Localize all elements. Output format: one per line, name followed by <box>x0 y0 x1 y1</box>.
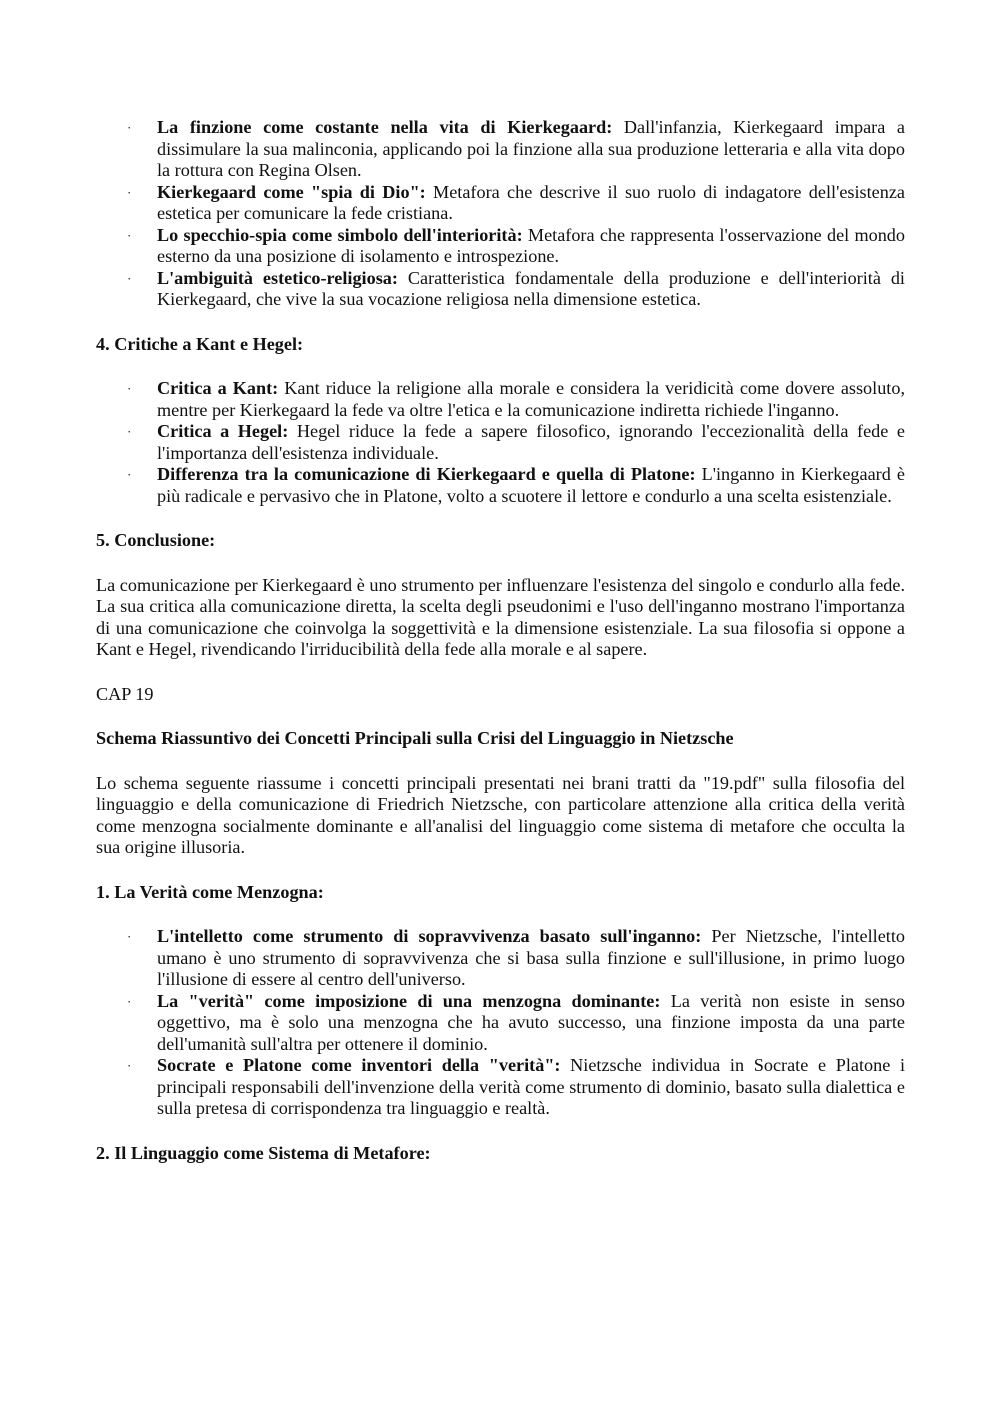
list-item <box>96 464 905 507</box>
list-item <box>96 117 905 182</box>
list-item <box>96 926 905 991</box>
item-text: Caratteristica fondamentale della produzione e dell'interiorità di Kierkegaard, che vive la sua vocazione religiosa nella dimensione estetica. <box>157 267 905 309</box>
bullet-icon: · <box>127 227 132 243</box>
bullet-icon: · <box>127 381 132 396</box>
list-item <box>96 182 905 225</box>
item-term: La "verità" come imposizione di una menzogna dominante: <box>157 990 661 1011</box>
bullet-icon: · <box>127 1058 132 1073</box>
item-term: Kierkegaard come "spia di Dio": <box>157 181 426 202</box>
item-term: Critica a Hegel: <box>157 421 289 441</box>
bullet-icon: · <box>127 467 132 482</box>
bullet-icon: · <box>127 993 132 1009</box>
bullet-icon: · <box>127 270 132 286</box>
item-text: Metafora che descrive il suo ruolo di indagatore dell'esistenza estetica per comunicare la fede cristiana. <box>157 181 905 223</box>
item-text: L'inganno in Kierkegaard è più radicale e pervasivo che in Platone, volto a scuotere il lettore e condurlo a una scelta esistenziale. <box>157 464 906 506</box>
item-text: Hegel riduce la fede a sapere filosofico, ignorando l'eccezionalità della fede e l'importanza dell'esistenza individuale. <box>157 421 906 463</box>
item-text: Nietzsche individua in Socrate e Platone i principali responsabili dell'invenzione della verità come strumento di dominio, basato sulla dialettica e sulla pretesa di corrispondenza tra linguaggio e realtà. <box>157 1055 905 1118</box>
item-text: Dall'infanzia, Kierkegaard impara a dissimulare la sua malinconia, applicando poi la finzione alla sua produzione letteraria e alla vita dopo la rottura con Regina Olsen. <box>157 117 905 180</box>
item-text: Metafora che rappresenta l'osservazione del mondo esterno da una posizione di isolamento e introspezione. <box>157 224 905 266</box>
item-text: Per Nietzsche, l'intelletto umano è uno strumento di sopravvivenza che si basa sulla finzione e sull'illusione, in primo luogo l'illusione di essere al centro dell'universo. <box>157 926 905 989</box>
list-item <box>96 1055 905 1120</box>
item-term: L'ambiguità estetico-religiosa: <box>157 267 398 288</box>
schema-title: Schema Riassuntivo dei Concetti Principali sulla Crisi del Linguaggio in Nietzsche <box>96 728 734 748</box>
section3-list <box>96 117 905 311</box>
list-item <box>96 225 905 268</box>
bullet-icon: · <box>127 120 132 135</box>
conclusion-paragraph: La comunicazione per Kierkegaard è uno strumento per influenzare l'esistenza del singolo e condurlo alla fede. La sua critica alla comunicazione diretta, la scelta degli pseudonimi e l'uso dell'inganno mostrano l'importanza di una comunicazione che coinvolga la soggettività e la dimensione esistenziale. La sua filosofia si oppone a Kant e Hegel, rivendicando l'irriducibilità della fede alla morale e al sapere. <box>96 574 905 659</box>
section5-heading: 5. Conclusione: <box>96 530 216 550</box>
item-term: La finzione come costante nella vita di Kierkegaard: <box>157 117 613 137</box>
list-item <box>96 421 905 464</box>
list-item <box>96 378 905 421</box>
item-term: L'intelletto come strumento di sopravvivenza basato sull'inganno: <box>157 926 702 946</box>
item-text: Kant riduce la religione alla morale e considera la veridicità come dovere assoluto, mentre per Kierkegaard la fede va oltre l'etica e la comunicazione indiretta richiede l'inganno. <box>157 378 905 420</box>
item-text: La verità non esiste in senso oggettivo, ma è solo una menzogna che ha avuto successo, una finzione imposta da una parte dell'umanità sull'altra per ottenere il dominio. <box>157 990 905 1054</box>
section4-list <box>96 378 905 507</box>
item-term: Lo specchio-spia come simbolo dell'interiorità: <box>157 224 523 245</box>
chapter-label: CAP 19 <box>96 683 154 704</box>
section4-heading: 4. Critiche a Kant e Hegel: <box>96 333 304 354</box>
intro-paragraph: Lo schema seguente riassume i concetti principali presentati nei brani tratti da "19.pdf" sulla filosofia del linguaggio e della comunicazione di Friedrich Nietzsche, con particolare attenzione alla critica della verità come menzogna socialmente dominante e all'analisi del linguaggio come sistema di metafore che occulta la sua origine illusoria. <box>96 772 905 857</box>
list-item <box>96 991 905 1056</box>
bullet-icon: · <box>127 929 132 944</box>
ch19-section2-heading: 2. Il Linguaggio come Sistema di Metafore: <box>96 1142 431 1163</box>
ch19-section1-list <box>96 926 905 1120</box>
item-term: Critica a Kant: <box>157 378 279 398</box>
bullet-icon: · <box>127 424 132 439</box>
item-term: Socrate e Platone come inventori della "verità": <box>157 1055 561 1075</box>
list-item <box>96 268 905 311</box>
ch19-section1-heading: 1. La Verità come Menzogna: <box>96 881 324 902</box>
bullet-icon: · <box>127 184 132 200</box>
item-term: Differenza tra la comunicazione di Kierkegaard e quella di Platone: <box>157 464 696 484</box>
